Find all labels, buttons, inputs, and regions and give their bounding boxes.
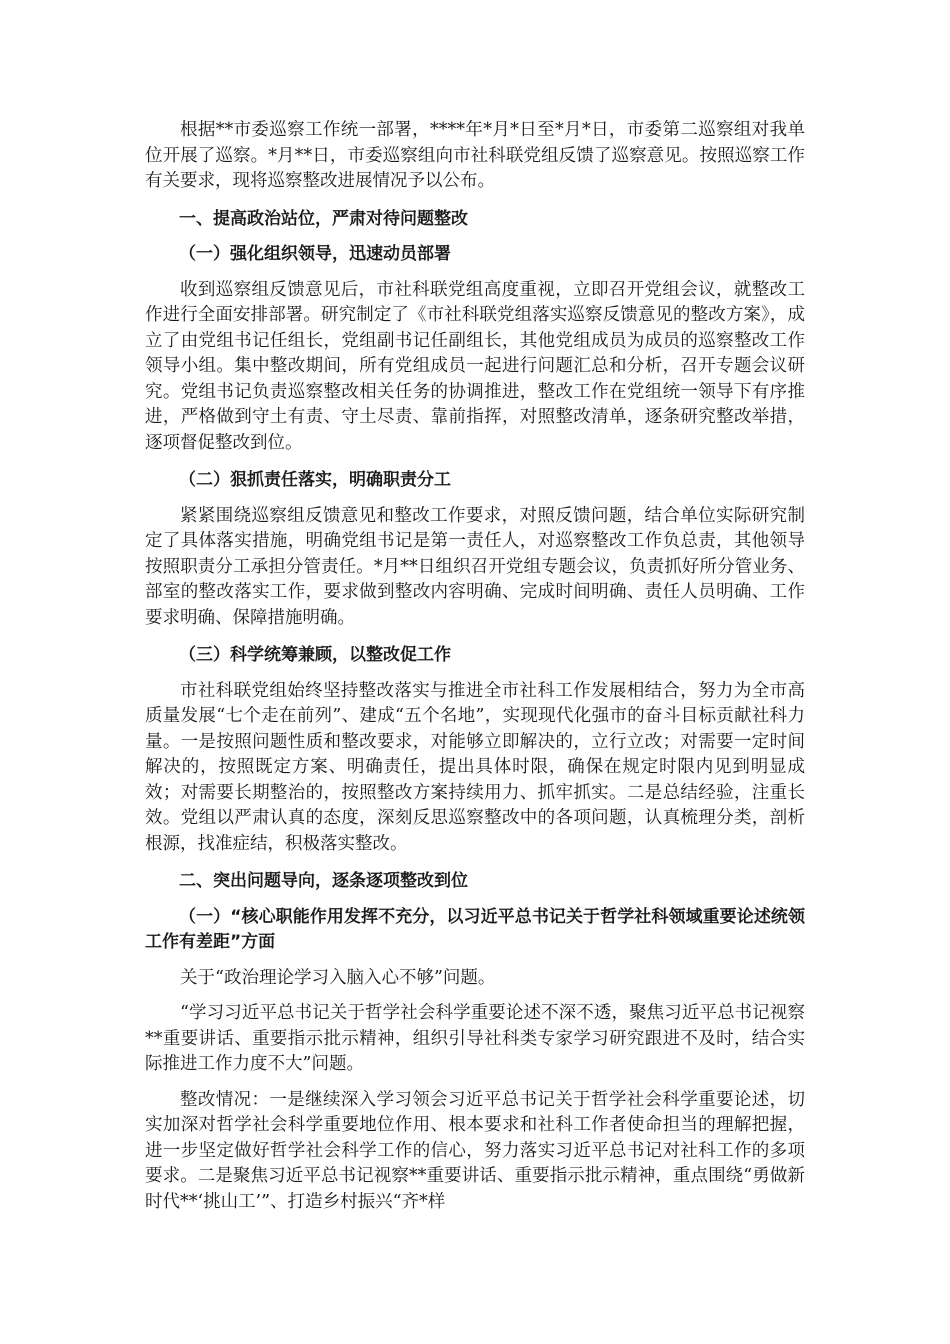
- subsection-1-1-heading: （一）强化组织领导，迅速动员部署: [179, 244, 451, 264]
- issue-detail-paragraph: “学习习近平总书记关于哲学社会科学重要论述不深不透，聚焦习近平总书记视察**重要讲话、重要指示批示精神，组织引导社科类专家学习研究跟进不及时，结合实际推进工作力度不大”问题。: [145, 1003, 805, 1074]
- section-2-heading: 二、突出问题导向，逐条逐项整改到位: [179, 871, 468, 891]
- subsection-2-1-heading: （一）“核心职能作用发挥不充分，以习近平总书记关于哲学社科领域重要论述统领工作有差距”方面: [145, 906, 805, 952]
- rectification-paragraph: 整改情况：一是继续深入学习领会习近平总书记关于哲学社会科学重要论述，切实加深对哲学社会科学重要地位作用、根本要求和社科工作者使命担当的理解把握，进一步坚定做好哲学社会科学工作的信心，努力落实习近平总书记对社科工作的多项要求。二是聚焦习近平总书记视察**重要讲话、重要指示批示精神，重点围绕“勇做新时代**‘挑山工’”、打造乡村振兴“齐*样: [145, 1089, 805, 1212]
- intro-paragraph: 根据**市委巡察工作统一部署，****年*月*日至*月*日，市委第二巡察组对我单位开展了巡察。*月**日，市委巡察组向市社科联党组反馈了巡察意见。按照巡察工作有关要求，现将巡察整改进展情况予以公布。: [145, 120, 805, 191]
- subsection-1-1-paragraph: 收到巡察组反馈意见后，市社科联党组高度重视，立即召开党组会议，就整改工作进行全面安排部署。研究制定了《市社科联党组落实巡察反馈意见的整改方案》，成立了由党组书记任组长，党组副书记任副组长，其他党组成员为成员的巡察整改工作领导小组。集中整改期间，所有党组成员一起进行问题汇总和分析，召开专题会议研究。党组书记负责巡察整改相关任务的协调推进，整改工作在党组统一领导下有序推进，严格做到守土有责、守土尽责、靠前指挥，对照整改清单，逐条研究整改举措，逐项督促整改到位。: [145, 279, 805, 453]
- subsection-1-3-heading: （三）科学统筹兼顾，以整改促工作: [179, 645, 451, 665]
- subsection-1-2-paragraph: 紧紧围绕巡察组反馈意见和整改工作要求，对照反馈问题，结合单位实际研究制定了具体落实措施，明确党组书记是第一责任人，对巡察整改工作负总责，其他领导按照职责分工承担分管责任。*月**日组织召开党组专题会议，负责抓好所分管业务、部室的整改落实工作，要求做到整改内容明确、完成时间明确、责任人员明确、工作要求明确、保障措施明确。: [145, 505, 805, 628]
- issue-title-paragraph: 关于“政治理论学习入脑入心不够”问题。: [180, 967, 496, 988]
- document-body: [145, 118, 805, 1215]
- subsection-1-2-heading: （二）狠抓责任落实，明确职责分工: [179, 470, 451, 490]
- subsection-1-3-paragraph: 市社科联党组始终坚持整改落实与推进全市社科工作发展相结合，努力为全市高质量发展“七个走在前列”、建成“五个名地”，实现现代化强市的奋斗目标贡献社科力量。一是按照问题性质和整改要求，对能够立即解决的，立行立改；对需要一定时间解决的，按照既定方案、明确责任，提出具体时限，确保在规定时限内见到明显成效；对需要长期整治的，按照整改方案持续用力、抓牢抓实。二是总结经验，注重长效。党组以严肃认真的态度，深刻反思巡察整改中的各项问题，认真梳理分类，剖析根源，找准症结，积极落实整改。: [145, 680, 805, 854]
- section-1-heading: 一、提高政治站位，严肃对待问题整改: [179, 208, 468, 229]
